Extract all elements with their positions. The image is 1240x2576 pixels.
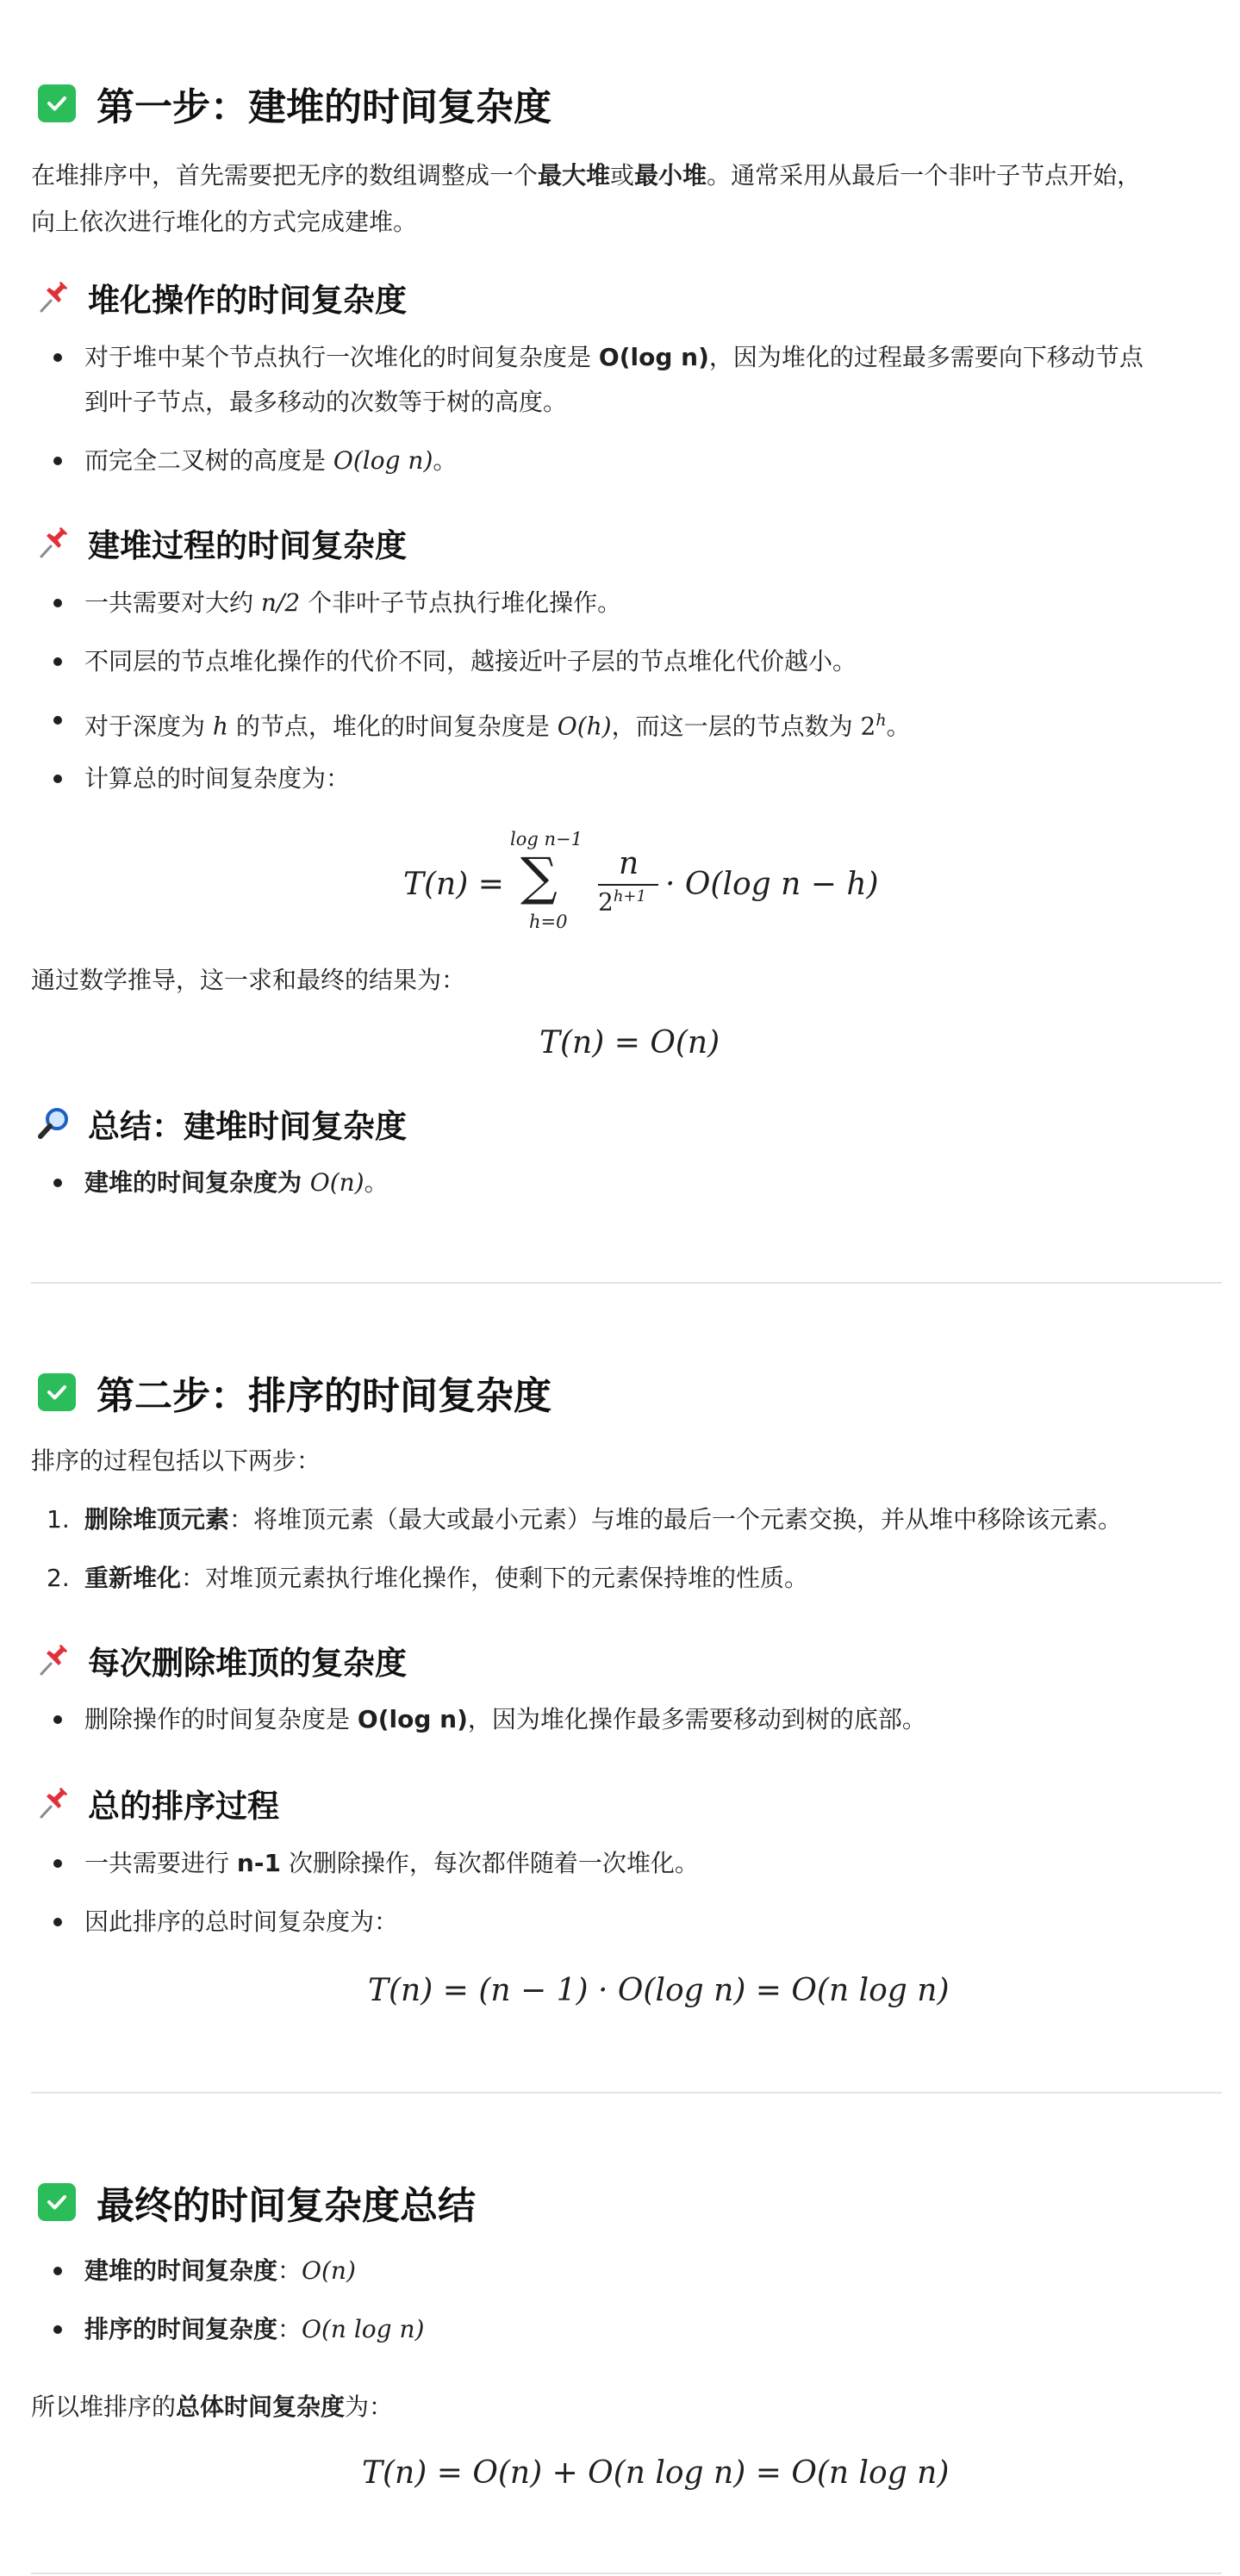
fraction-bar [598, 884, 658, 886]
text: 。通常采用从最后一个非叶子节点开始， [707, 161, 1142, 190]
bold-text: 最小堆 [634, 161, 707, 190]
check-icon [38, 1373, 76, 1411]
text: 为： [345, 2392, 394, 2421]
math-inline: O(n log n) [302, 2315, 425, 2343]
text: ：对堆顶元素执行堆化操作，使剩下的元素保持堆的性质。 [181, 1564, 809, 1592]
math-inline: h [212, 712, 228, 741]
text: 。 [364, 1168, 389, 1197]
divider [31, 1282, 1222, 1284]
text: ： [277, 2256, 302, 2285]
bold-text: 总体时间复杂度 [176, 2392, 346, 2421]
text: 的节点，堆化的时间复杂度是 [227, 712, 558, 741]
paragraph: 向上依次进行堆化的方式完成建堆。 [31, 208, 418, 236]
formula-overall: T(n) = O(n) + O(n log n) = O(n log n) [362, 2455, 950, 2491]
text: ，因为堆化的过程最多需要向下移动节点 [708, 343, 1143, 371]
math-superscript: h [875, 711, 887, 730]
check-icon [38, 84, 76, 122]
fraction-denominator [598, 887, 646, 916]
list-item [84, 335, 1143, 380]
subheading-text: 每次删除堆顶的复杂度 [88, 1645, 407, 1682]
list-number: 1. [47, 1505, 70, 1534]
bold-text: n-1 [236, 1849, 281, 1877]
text: ：将堆顶元素（最大或最小元素）与堆的最后一个元素交换，并从堆中移除该元素。 [229, 1505, 1123, 1534]
text: 。 [886, 712, 911, 741]
fraction-numerator: n [619, 846, 639, 881]
text: 而完全二叉树的高度是 [84, 446, 333, 475]
sum-upper-limit: log n−1 [510, 829, 583, 849]
subheading-text: 总结：建堆时间复杂度 [88, 1108, 407, 1145]
subheading-build-process [34, 520, 407, 566]
text: 个非叶子节点执行堆化操作。 [300, 588, 622, 617]
sum-lower-limit: h=0 [529, 912, 568, 932]
subheading-total [34, 1780, 279, 1826]
divider [31, 2573, 1222, 2574]
text: 或 [610, 161, 635, 190]
text: 一共需要进行 [84, 1849, 237, 1877]
subheading-text: 堆化操作的时间复杂度 [88, 282, 407, 319]
magnifier-icon [34, 1104, 72, 1142]
math-inline: O(n) [309, 1168, 365, 1197]
pushpin-icon [34, 524, 72, 562]
formula-build-result: T(n) = O(n) [539, 1025, 720, 1061]
list-item [84, 581, 621, 625]
section-title: 第二步：排序的时间复杂度 [97, 1374, 551, 1418]
section-heading-build [38, 76, 551, 131]
ordered-list-item [47, 1556, 809, 1601]
sum-sign: ∑ [520, 847, 558, 907]
paragraph [31, 153, 1141, 198]
subheading-text: 建堆过程的时间复杂度 [88, 527, 407, 564]
text: ： [277, 2315, 302, 2343]
text: 对于堆中某个节点执行一次堆化的时间复杂度是 [84, 343, 599, 371]
pushpin-icon [34, 1784, 72, 1822]
list-item [84, 439, 457, 483]
list-item [84, 2249, 356, 2293]
bold-text: 建堆的时间复杂度为 [84, 1168, 310, 1197]
list-item [84, 1697, 926, 1742]
list-item [84, 1841, 699, 1886]
formula-sum [403, 829, 879, 941]
bold-text: 排序的时间复杂度 [84, 2315, 278, 2343]
denominator-exponent: h+1 [613, 887, 646, 905]
paragraph [31, 2385, 393, 2430]
subheading-summary [34, 1100, 407, 1147]
bold-text: 最大堆 [538, 161, 611, 190]
math-inline: 2 [860, 712, 876, 741]
bold-text: O(log n) [598, 343, 709, 371]
paragraph: 通过数学推导，这一求和最终的结果为： [31, 966, 466, 994]
pushpin-icon [34, 1641, 72, 1679]
text: 次删除操作，每次都伴随着一次堆化。 [280, 1849, 699, 1877]
formula-lhs: T(n) = [403, 867, 504, 902]
paragraph: 排序的过程包括以下两步： [31, 1447, 321, 1475]
list-item: 计算总的时间复杂度为： [84, 756, 350, 801]
bold-text: 删除堆顶元素 [84, 1505, 230, 1534]
subheading-text: 总的排序过程 [88, 1788, 279, 1825]
subheading-heapify [34, 274, 407, 320]
list-item: 因此排序的总时间复杂度为： [84, 1900, 398, 1944]
check-icon [38, 2183, 76, 2221]
text: ，因为堆化操作最多需要移动到树的底部。 [467, 1705, 926, 1733]
list-item [84, 698, 911, 749]
denominator-base: 2 [598, 887, 614, 917]
ordered-list-item [47, 1497, 1123, 1542]
section-title: 最终的时间复杂度总结 [97, 2184, 476, 2228]
formula-sort: T(n) = (n − 1) · O(log n) = O(n log n) [368, 1973, 950, 2008]
bold-text: 建堆的时间复杂度 [84, 2256, 278, 2285]
subheading-delete [34, 1637, 407, 1683]
text: 对于深度为 [84, 712, 213, 741]
list-number: 2. [47, 1564, 70, 1592]
formula-rhs: · O(log n − h) [665, 867, 879, 902]
list-item [84, 1160, 389, 1205]
list-item [84, 2307, 424, 2352]
text: 。 [433, 446, 458, 475]
section-heading-final [38, 2175, 476, 2230]
divider [31, 2092, 1222, 2094]
math-inline: O(h) [557, 712, 612, 741]
math-inline: n/2 [260, 588, 301, 617]
pushpin-icon [34, 278, 72, 316]
bold-text: 重新堆化 [84, 1564, 182, 1592]
math-inline: O(n) [302, 2256, 356, 2285]
text: 一共需要对大约 [84, 588, 261, 617]
section-heading-sort [38, 1365, 551, 1420]
math-inline: O(log n) [333, 446, 433, 475]
text: 删除操作的时间复杂度是 [84, 1705, 358, 1733]
section-title: 第一步：建堆的时间复杂度 [97, 85, 551, 129]
text: 所以堆排序的 [31, 2392, 177, 2421]
bold-text: O(log n) [357, 1705, 468, 1733]
list-item: 不同层的节点堆化操作的代价不同，越接近叶子层的节点堆化代价越小。 [84, 639, 857, 684]
text: ，而这一层的节点数为 [611, 712, 861, 741]
list-item-continued: 到叶子节点，最多移动的次数等于树的高度。 [84, 388, 568, 416]
text: 在堆排序中，首先需要把无序的数组调整成一个 [31, 161, 539, 190]
